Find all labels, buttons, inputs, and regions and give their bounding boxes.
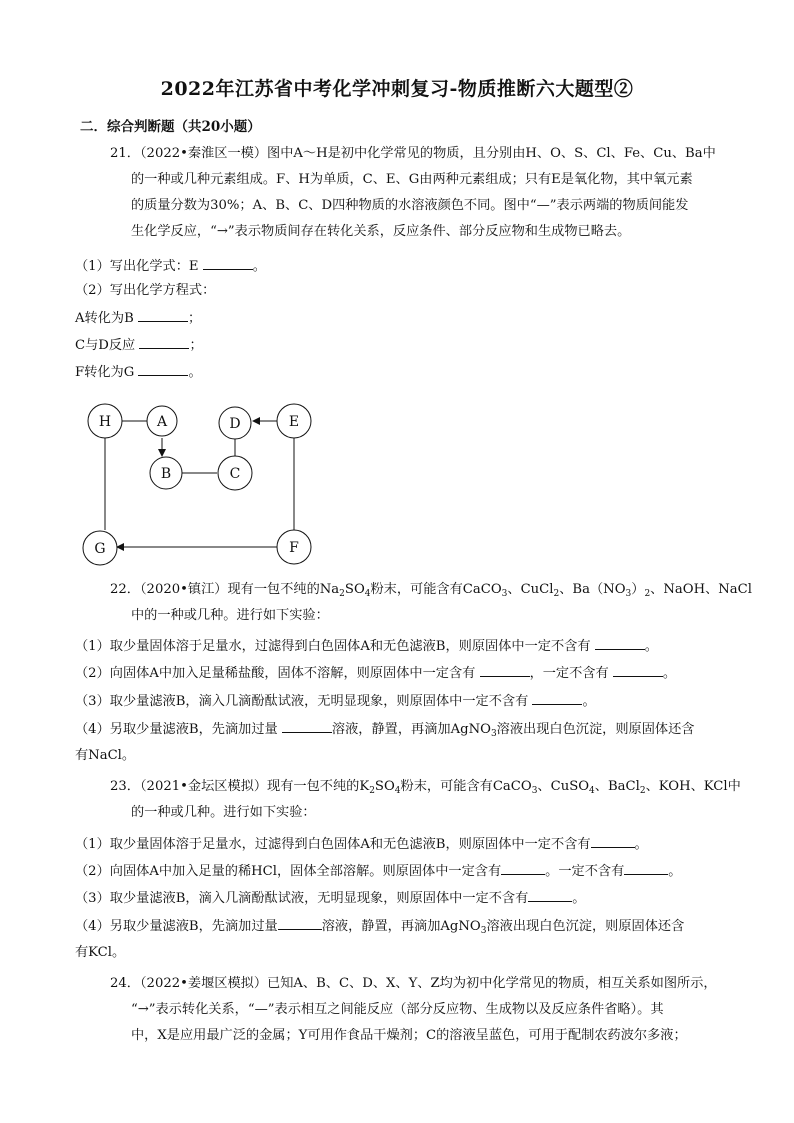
q23-stem-line-2: 的一种或几种。进行如下实验：: [131, 805, 316, 820]
q21-stem-line-1: 21．（2022•秦淮区一模）图中A～H是初中化学常见的物质，且分别由H、O、S、Cl、Fe、Cu、Ba中: [110, 146, 716, 161]
q21-eq-3: F转化为G 。: [75, 361, 202, 383]
node-a-label: A: [156, 414, 168, 430]
q23-stem-line-1: 23．（2021•金坛区模拟）现有一包不纯的$K_2SO_4$粉末，可能含有CaCO$_3$、CuSO$_4$、BaCl$_2$、KOH、KCl中: [110, 779, 741, 796]
node-f-label: F: [289, 540, 299, 556]
q22-part-4: （4）另取少量滤液B，先滴加过量 溶液，静置，再滴加AgNO$_3$溶液出现白色沉淀，则原固体还含: [75, 718, 694, 740]
q23-part-2: （2）向固体A中加入足量的稀HCl，固体全部溶解。则原固体中一定含有 。一定不含有 。: [75, 860, 681, 882]
section-heading: 二．综合判断题（共20小题）: [80, 119, 261, 135]
q22-part-2: （2）向固体A中加入足量稀盐酸，固体不溶解，则原固体中一定含有 ，一定不含有 。: [75, 662, 676, 684]
q21-stem-line-2: 的一种或几种元素组成。F、H为单质，C、E、G由两种元素组成；只有E是氧化物，其中氧元素: [131, 172, 693, 187]
node-h-label: H: [98, 414, 112, 430]
answer-blank[interactable]: [595, 635, 645, 650]
node-b-label: B: [160, 466, 172, 482]
answer-blank[interactable]: [480, 662, 530, 677]
answer-blank[interactable]: [138, 361, 188, 376]
q22-part-3: （3）取少量滤液B，滴入几滴酚酞试液，无明显现象，则原固体中一定不含有 。: [75, 690, 596, 712]
node-d-label: D: [229, 416, 241, 432]
answer-blank[interactable]: [613, 662, 663, 677]
answer-blank[interactable]: [501, 860, 545, 875]
q22-part-4-cont: 有NaCl。: [75, 748, 136, 763]
q24-stem-line-1: 24．（2022•姜堰区模拟）已知A、B、C、D、X、Y、Z均为初中化学常见的物质，相互关系如图所示，: [110, 976, 717, 991]
q21-part-1: （1）写出化学式：E 。: [75, 255, 266, 277]
answer-blank[interactable]: [138, 307, 188, 322]
answer-blank[interactable]: [528, 887, 572, 902]
q24-stem-line-3: 中，X是应用最广泛的金属；Y可用作食品干燥剂；C的溶液呈蓝色，可用于配制农药波尔多液；: [131, 1028, 687, 1043]
node-g-label: G: [94, 541, 106, 557]
answer-blank[interactable]: [532, 690, 582, 705]
q24-stem-line-2: “→”表示转化关系，“—”表示相互之间能反应（部分反应物、生成物以及反应条件省略）。其: [131, 1002, 664, 1017]
answer-blank[interactable]: [139, 334, 189, 349]
answer-blank[interactable]: [278, 915, 322, 930]
q21-stem-line-4: 生化学反应，“→”表示物质间存在转化关系，反应条件、部分反应物和生成物已略去。: [131, 224, 631, 239]
answer-blank[interactable]: [203, 255, 253, 270]
q22-stem-line-1: 22．（2020•镇江）现有一包不纯的$Na_2SO_4$粉末，可能含有CaCO$_3$、CuCl$_2$、$Ba(NO_3)_2$、NaOH、NaCl: [110, 582, 752, 599]
q21-part-2: （2）写出化学方程式：: [75, 283, 216, 298]
q23-part-4: （4）另取少量滤液B，先滴加过量 溶液，静置，再滴加AgNO$_3$溶液出现白色沉淀，则原固体还含: [75, 915, 684, 937]
q22-stem-line-2: 中的一种或几种。进行如下实验：: [131, 608, 329, 623]
node-e-label: E: [288, 414, 300, 430]
q22-part-1: （1）取少量固体溶于足量水，过滤得到白色固体A和无色滤液B，则原固体中一定不含有 。: [75, 635, 658, 657]
answer-blank[interactable]: [591, 833, 635, 848]
answer-blank[interactable]: [282, 718, 332, 733]
q23-part-4-cont: 有KCl。: [75, 945, 126, 960]
answer-blank[interactable]: [624, 860, 668, 875]
page-title: 2022年江苏省中考化学冲刺复习-物质推断六大题型②: [160, 78, 634, 100]
q21-stem-line-3: 的质量分数为30%；A、B、C、D四种物质的水溶液颜色不同。图中“—”表示两端的物质间能发: [131, 198, 689, 213]
reaction-diagram: [80, 396, 320, 568]
q23-part-3: （3）取少量滤液B，滴入几滴酚酞试液，无明显现象，则原固体中一定不含有 。: [75, 887, 585, 909]
q21-eq-2: C与D反应 ；: [75, 334, 203, 356]
q21-eq-1: A转化为B ；: [75, 307, 201, 329]
q23-part-1: （1）取少量固体溶于足量水，过滤得到白色固体A和无色滤液B，则原固体中一定不含有 。: [75, 833, 648, 855]
node-c-label: C: [229, 466, 241, 482]
